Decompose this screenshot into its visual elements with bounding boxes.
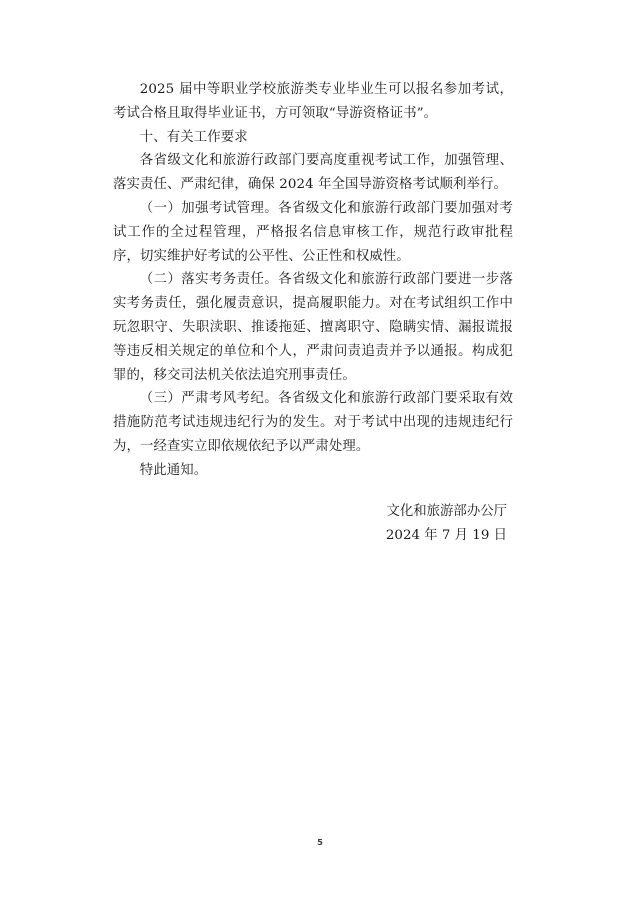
paragraph-graduates-eligibility: 2025 届中等职业学校旅游类专业毕业生可以报名参加考试，考试合格且取得毕业证书，方可领取“导游资格证书”。 (113, 82, 513, 121)
page-number: 5 (317, 838, 323, 847)
document-body (113, 78, 513, 483)
paragraph-closing-notice: 特此通知。 (139, 462, 208, 478)
signature-block (386, 500, 507, 548)
issuing-organization: 文化和旅游部办公厅 (386, 504, 507, 519)
section-heading-work-requirements: 十、有关工作要求 (139, 129, 248, 145)
paragraph-general-requirement: 各省级文化和旅游行政部门要高度重视考试工作，加强管理、落实责任、严肃纪律，确保 2024 年全国导游资格考试顺利举行。 (113, 153, 513, 193)
issue-date: 2024 年 7 月 19 日 (385, 528, 507, 543)
paragraph-exam-management: （一）加强考试管理。各省级文化和旅游行政部门要加强对考试工作的全过程管理，严格报名信息审核工作，规范行政审批程序，切实维护好考试的公平性、公正性和权威性。 (113, 200, 513, 264)
paragraph-exam-discipline: （三）严肃考风考纪。各省级文化和旅游行政部门要采取有效措施防范考试违规违纪行为的发生。对于考试中出现的违规违纪行为，一经查实立即依规依纪予以严肃处理。 (113, 391, 513, 454)
paragraph-exam-responsibility: （二）落实考务责任。各省级文化和旅游行政部门要进一步落实考务责任，强化履责意识，提高履职能力。对在考试组织工作中玩忽职守、失职渎职、推诿拖延、擅离职守、隐瞒实情、漏报谎报等违反相关规定的单位和个人，严肃问责追责并予以通报。构成犯罪的，移交司法机关依法追究刑事责任。 (113, 272, 513, 383)
